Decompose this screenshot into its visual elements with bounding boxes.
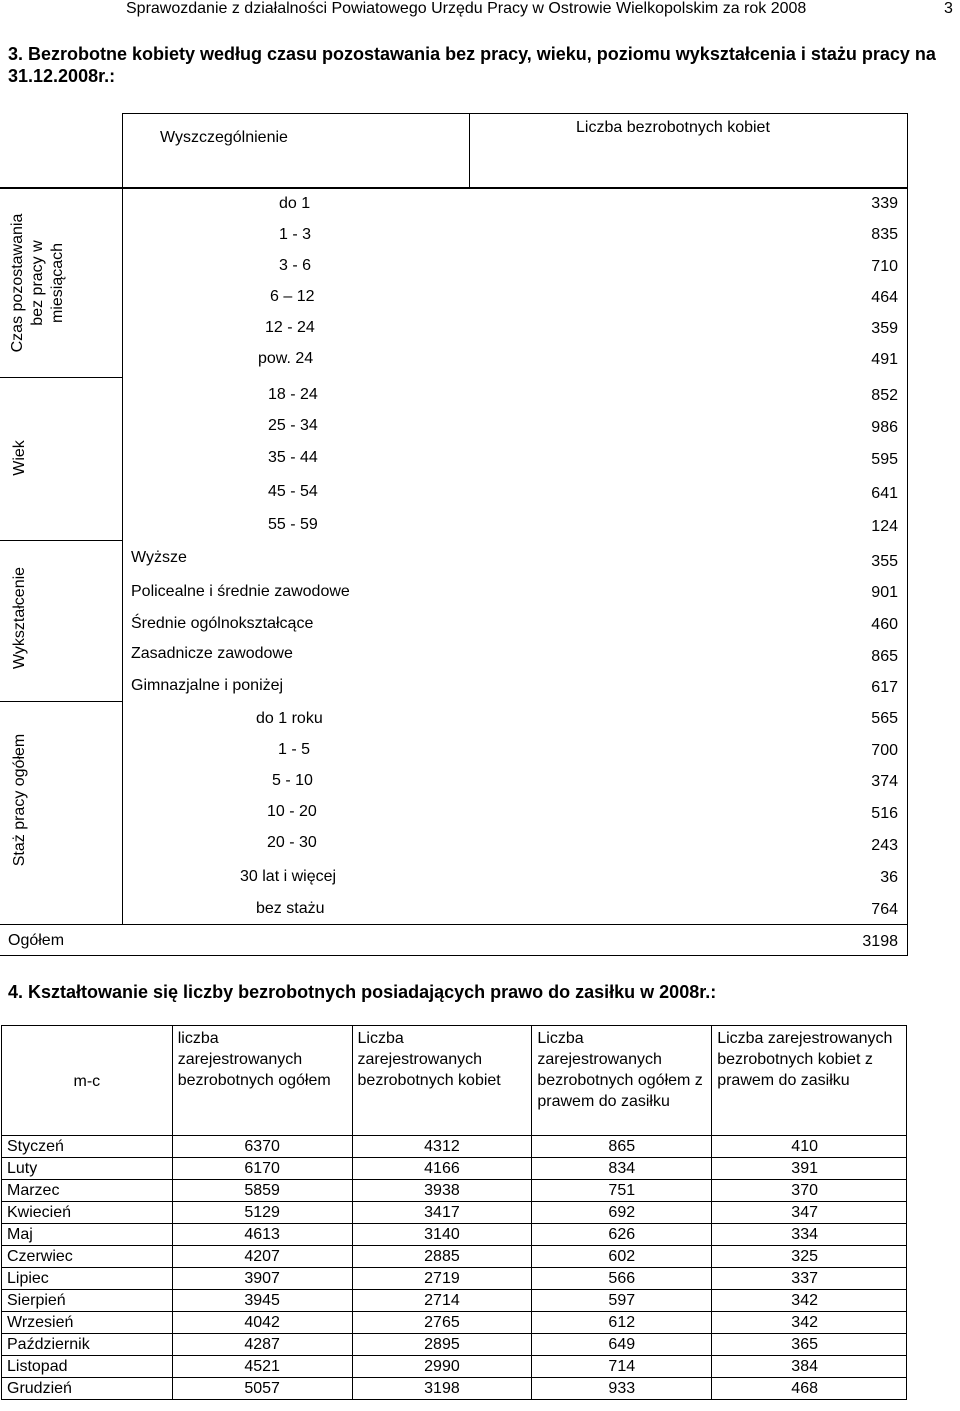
table-row: Marzec 5859 3938 751 370 xyxy=(2,1180,907,1202)
col-header-total-benefit: Liczba zarejestrowanych bezrobotnych ogółem z prawem do zasiłku xyxy=(532,1026,712,1136)
col-header-women-benefit: Liczba zarejestrowanych bezrobotnych kobiet z prawem do zasiłku xyxy=(712,1026,907,1136)
table-row: Lipiec 3907 2719 566 337 xyxy=(2,1268,907,1290)
group-label-wyksztalcenie: Wykształcenie xyxy=(11,566,28,670)
table-row: Styczeń 6370 4312 865 410 xyxy=(2,1136,907,1158)
page-number: 3 xyxy=(944,0,953,17)
section-4-heading: 4. Kształtowanie się liczby bezrobotnych posiadających prawo do zasiłku w 2008r.: xyxy=(8,982,717,1002)
women-unemployed-table: Wyszczególnienie Liczba bezrobotnych kobiet Czas pozostawania bez pracy w miesiącach Wiek Wykształcenie Staż pracy ogółem do 1 339 1 - 3 835 3 - 6 710 6 – 12 464 12 - 24 359 pow. 24 491 18 - 24 852 25 - 34 986 35 - 44 595 45 - 54 641 55 - 59 124 Wyższe 355 Policealne i średnie zawodowe 901 Średnie ogólnokształcące 460 Zasadnicze zawodowe 865 Gimnazjalne i poniżej 617 do 1 roku 565 1 - 5 700 5 - 10 374 10 - 20 516 20 - 30 243 30 lat i więcej 36 bez stażu 764 Ogółem 3198 xyxy=(0,113,908,955)
group-label-wiek: Wiek xyxy=(11,440,28,476)
table-row: Wrzesień 4042 2765 612 342 xyxy=(2,1312,907,1334)
col-header-wyszczegolnienie: Wyszczególnienie xyxy=(160,129,288,146)
table-row: Czerwiec 4207 2885 602 325 xyxy=(2,1246,907,1268)
table-row: Luty 6170 4166 834 391 xyxy=(2,1158,907,1180)
group-label-staz: Staż pracy ogółem xyxy=(11,733,28,867)
table-row: Kwiecień 5129 3417 692 347 xyxy=(2,1202,907,1224)
col-header-month: m-c xyxy=(2,1026,173,1136)
table-row: Listopad 4521 2990 714 384 xyxy=(2,1356,907,1378)
section-3-heading: 3. Bezrobotne kobiety według czasu pozostawania bez pracy, wieku, poziomu wykształcenia i stażu pracy na 31.12.2008r.: xyxy=(8,44,936,86)
table-row: Sierpień 3945 2714 597 342 xyxy=(2,1290,907,1312)
benefit-table xyxy=(1,1025,907,1400)
table-row: Grudzień 5057 3198 933 468 xyxy=(2,1378,907,1400)
col-header-total: liczba zarejestrowanych bezrobotnych ogółem xyxy=(172,1026,352,1136)
running-header: Sprawozdanie z działalności Powiatowego Urzędu Pracy w Ostrowie Wielkopolskim za rok 2008 xyxy=(126,0,807,17)
table-row: Maj 4613 3140 626 334 xyxy=(2,1224,907,1246)
col-header-women: Liczba zarejestrowanych bezrobotnych kobiet xyxy=(352,1026,532,1136)
col-header-liczba: Liczba bezrobotnych kobiet xyxy=(576,119,770,136)
table-row: Październik 4287 2895 649 365 xyxy=(2,1334,907,1356)
